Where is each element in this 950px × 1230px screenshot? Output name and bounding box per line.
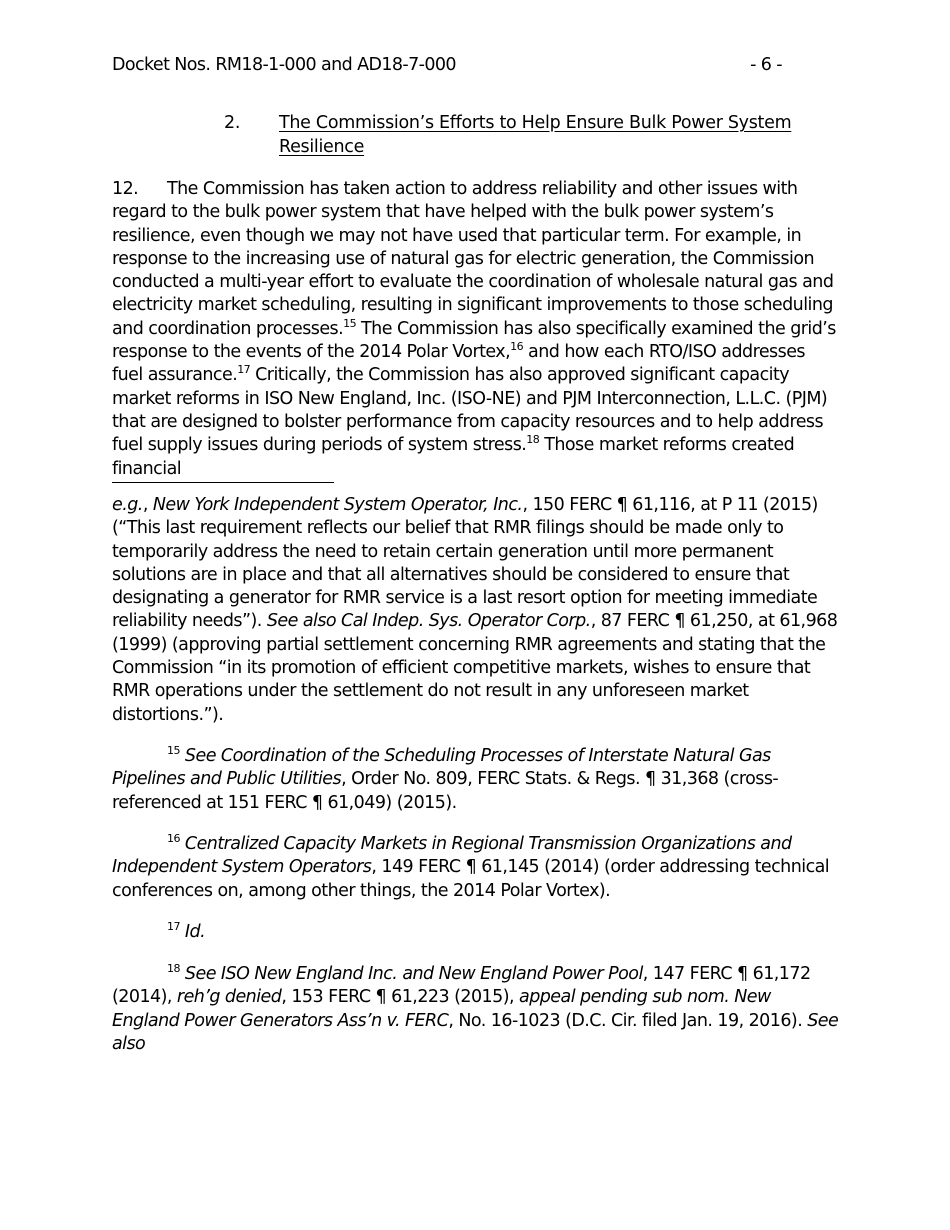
document-page	[112, 0, 840, 1230]
footnote-text: , 153 FERC ¶ 61,223 (2015),	[281, 987, 520, 1008]
footnote-18	[112, 963, 840, 1056]
case-citation: reh’g denied	[176, 987, 282, 1008]
footnote-mark: 17	[167, 920, 180, 933]
footnote-17	[112, 921, 840, 944]
case-citation: See Coordination of the Scheduling Processes of Interstate Natural Gas Pipelines and Public Utilities	[112, 746, 771, 790]
paragraph-number: 12.	[112, 179, 139, 199]
footnote-ref-15[interactable]: 15	[343, 316, 357, 330]
footnote-text: , Order No. 809, FERC Stats. & Regs. ¶ 31,368 (cross-referenced at 151 FERC ¶ 61,049) (2015).	[112, 769, 779, 813]
footnote-text: , 87 FERC ¶ 61,250, at 61,968 (1999) (approving partial settlement concerning RMR agreements and stating that the Commission “in its promotion of efficient competitive markets, wishes to ensure that RMR operations under the settlement do not result in any unforeseen market distortions.”).	[112, 611, 838, 725]
footnote-text: ,	[142, 495, 153, 515]
paragraph-text: and how each RTO/ISO addresses fuel assurance.	[112, 342, 805, 386]
case-citation: New York Independent System Operator, Inc.	[152, 495, 523, 515]
footnote-mark: 18	[167, 962, 180, 975]
paragraph-text: The Commission has also specifically examined the grid’s response to the events of the 2014 Polar Vortex,	[112, 318, 836, 363]
footnote-text: , 147 FERC ¶ 61,172 (2014),	[112, 964, 811, 1008]
section-title: The Commission’s Efforts to Help Ensure Bulk Power System Resilience	[279, 113, 792, 157]
footnote-mark: 16	[167, 832, 180, 845]
footnote-ref-17[interactable]: 17	[237, 363, 251, 377]
case-citation: appeal pending sub nom. New England Power Generators Ass’n v. FERC	[112, 987, 771, 1031]
footnote-text: , 150 FERC ¶ 61,116, at P 11 (2015) (“This last requirement reflects our belief that RMR filings should be made only to temporarily address the need to retain certain generation until more permanent solutions are in place and that all alternatives should be considered to ensure that designating a generator for RMR service is a last resort option for meeting immediate reliability needs”).	[112, 495, 818, 632]
footnote-mark: 15	[167, 744, 180, 757]
footnote-separator	[112, 482, 334, 483]
docket-numbers: Docket Nos. RM18-1-000 and AD18-7-000	[112, 55, 456, 75]
footnote-15	[112, 745, 840, 815]
case-citation: Centralized Capacity Markets in Regional Transmission Organizations and Independent System Operators	[112, 834, 792, 878]
case-citation: Id.	[184, 922, 206, 942]
footnote-italic: e.g.	[112, 495, 143, 515]
section-number: 2.	[224, 113, 241, 133]
footnote-16	[112, 833, 840, 903]
case-citation: See ISO New England Inc. and New England Power Pool	[184, 964, 643, 984]
case-citation: See also Cal Indep. Sys. Operator Corp.	[266, 611, 591, 632]
footnote-ref-16[interactable]: 16	[510, 340, 524, 354]
paragraph-12	[112, 178, 840, 481]
paragraph-text: Critically, the Commission has also approved significant capacity market reforms in ISO New England, Inc. (ISO-NE) and PJM Interconnection, L.L.C. (PJM) that are designed to bolster performance from capacity resources and to help address fuel supply issues during periods of system stress.	[112, 365, 828, 456]
footnote-text: , 149 FERC ¶ 61,145 (2014) (order addressing technical conferences on, among other things, the 2014 Polar Vortex).	[112, 857, 830, 901]
page-number: - 6 -	[750, 55, 782, 75]
paragraph-text: The Commission has taken action to address reliability and other issues with regard to the bulk power system that have helped with the bulk power system’s resilience, even though we may not have used that particular term. For example, in response to the increasing use of natural gas for electric generation, the Commission conducted a multi-year effort to evaluate the coordination of wholesale natural gas and electricity market scheduling, resulting in significant improvements to those scheduling and coordination processes.	[112, 179, 834, 339]
footnote-ref-18[interactable]: 18	[526, 433, 540, 447]
footnote-continued	[112, 494, 840, 727]
footnote-text: , No. 16-1023 (D.C. Cir. filed Jan. 19, 2016).	[448, 1010, 808, 1031]
case-citation: See also	[112, 1010, 839, 1054]
paragraph-text: Those market reforms created financial	[112, 435, 795, 479]
